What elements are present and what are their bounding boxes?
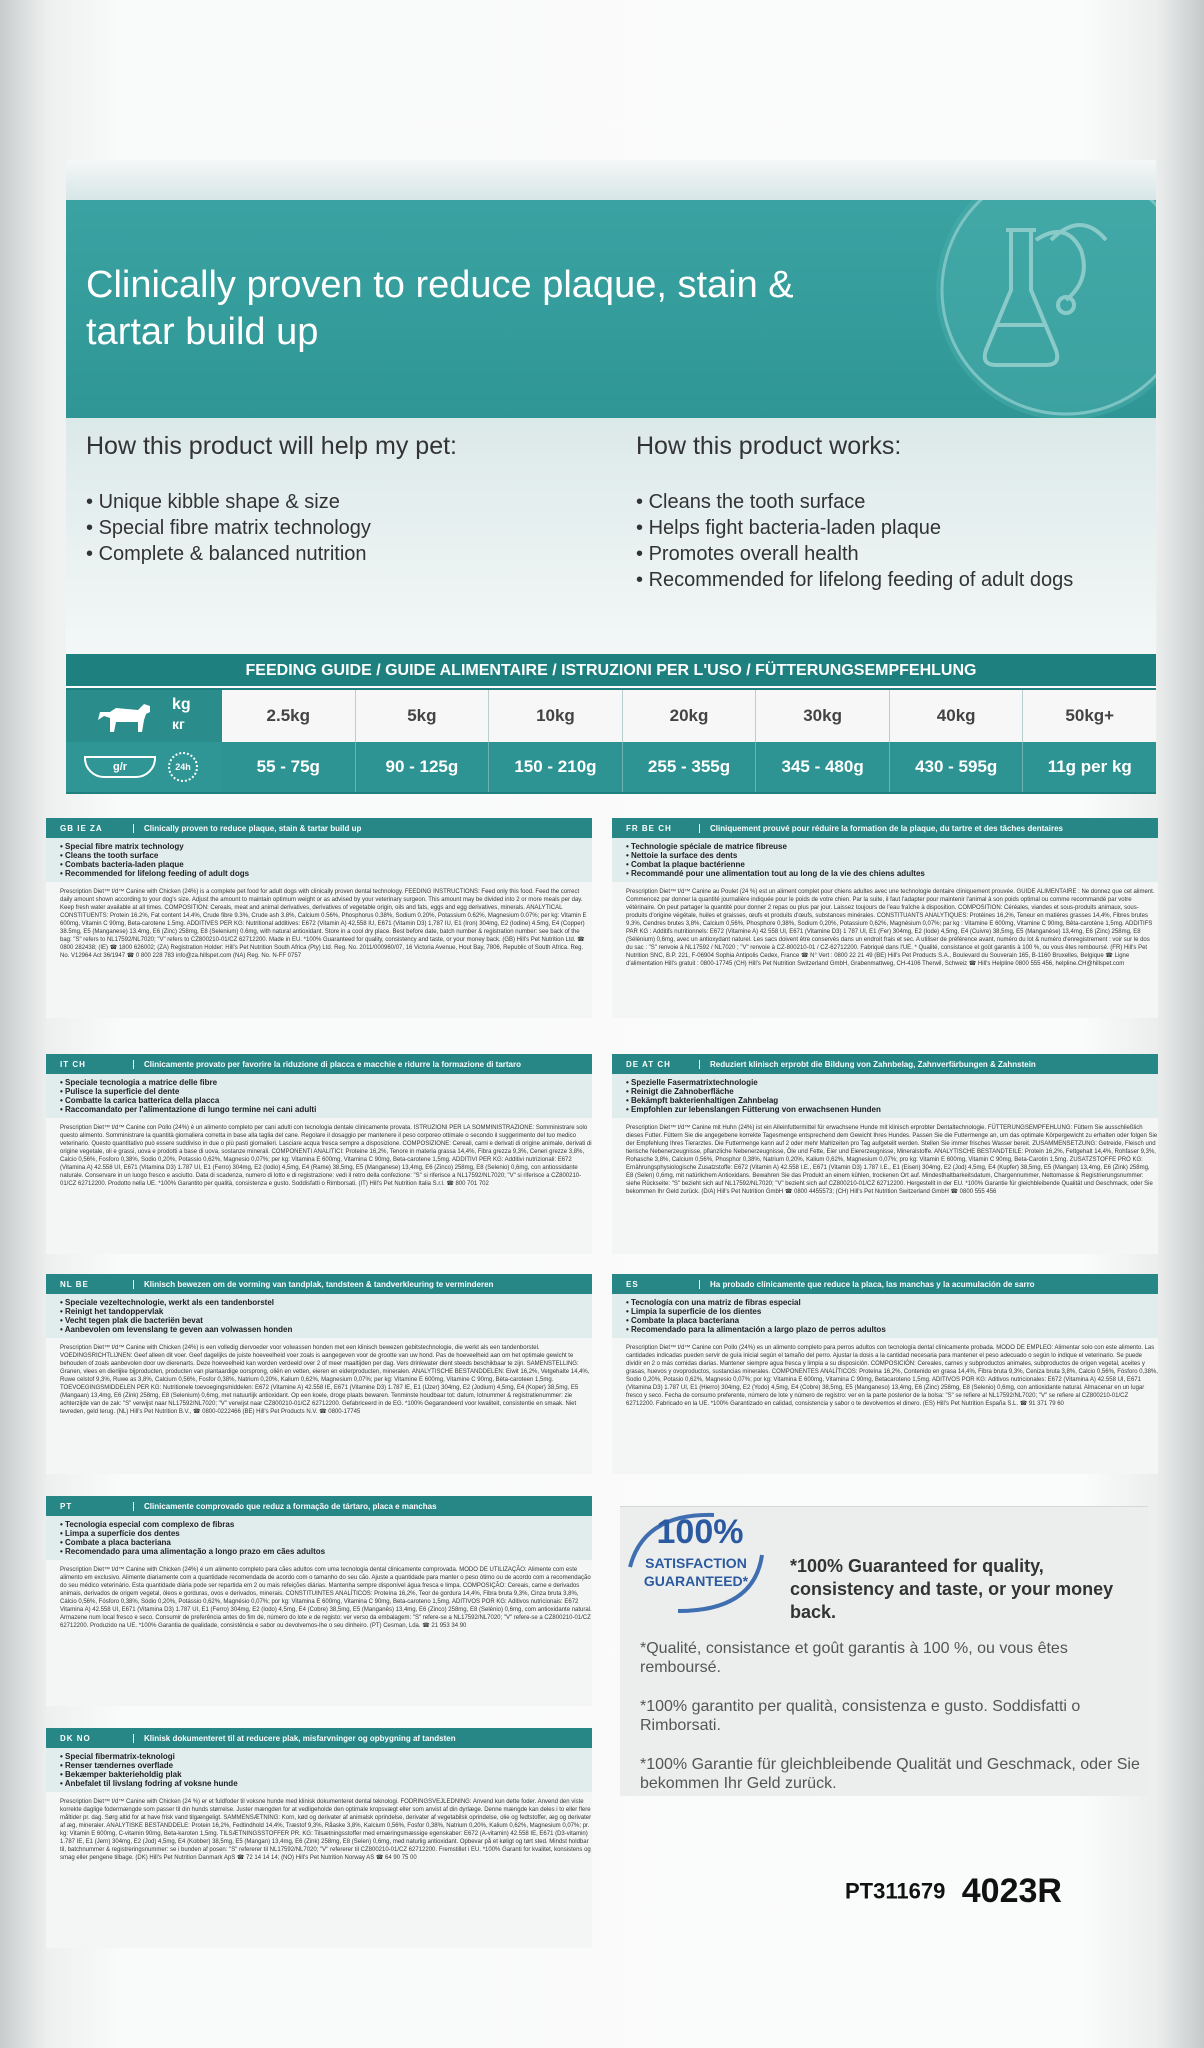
panel-bullet: • Vecht tegen plak die bacteriën bevat [60,1316,592,1325]
panel-bullet: • Tecnologia especial com complexo de fibras [60,1520,592,1529]
clock-24h-icon [168,752,198,782]
panel-bullets [46,1748,592,1792]
panel-bullet: • Pulisce la superficie del dente [60,1087,592,1096]
guarantee-de: *100% Garantie für gleichbleibende Qualität und Geschmack, oder Sie bekommen Ihr Geld zurück. [640,1756,1140,1792]
product-codes [845,1872,1062,1911]
panel-bullet: • Spezielle Fasermatrixtechnologie [626,1078,1158,1087]
panel-text: Prescription Diet™ t/d™ Canine au Poulet (24 %) est un aliment complet pour chiens adultes avec une technologie dentaire cliniquement prouvée. GUIDE ALIMENTAIRE : Ne donnez que cet aliment. Commencez par donner la quantité journalière indiquée pour le poids de votre chien. Par la suite, il faut l'adapter pour maintenir l'animal à son poids optimal ou comme recommandé par votre vétérinaire. On peut partager la quantité pour donner 2 repas ou plus par jour. Laissez toujours de l'eau fraîche à disposition. COMPOSITION: Céréales, viandes et sous-produits animaux, sous-produits d'origine végétale, huiles et graisses, œufs et produits d'œufs, substances minérales. CONSTITUANTS ANALYTIQUES: Protéines 16,2%, Teneur en matières grasses 14,4%, Fibres brutes 9,3%, Cendres brutes 3,8%, Calcium 0,56%, Phosphore 0,38%, Sodium 0,20%, Potassium 0,62%, Magnésium 0,07%; par kg : Vitamine E 600mg, Vitamine C 90mg, Bêta-carotène 1,5mg. ADDITIFS PAR KG : Additifs nutritionnels: E672 (Vitamine A) 42 558 UI, E671 (Vitamine D3) 1 787 UI, E1 (Fer) 304mg, E2 (Iode) 4,5mg, E4 (Cuivre) 38,5mg, E5 (Manganèse) 13,4mg, E6 (Zinc) 258mg, E8 (Sélénium) 0,6mg, avec un antioxydant naturel. Les sacs doivent être conservés dans un endroit frais et sec. A utiliser de préférence avant, numéro du lot & numéro d'enregistrement : voir sur le dos du sac : "S" renvoie à NL17592 / NL7020 ; "V" renvoie à CZ-800210-01 / CZ-62712200. Fabriqué dans l'UE. * Qualité, consistance et goût garantis à 100 %, ou vous êtes remboursé. (FR) Hill's Pet Nutrition SNC, B.P. 221, F-06904 Sophia Antipolis Cedex, France ☎ N° Vert : 0800 22 21 49 (BE) Hill's Pet Products S.A., Boulevard du Souverain 165, B-1160 Bruxelles, Belgique ☎ Ligne d'alimentation Hill's gratuit : 0800-17745 (CH) Hill's Pet Nutrition Switzerland GmbH, Grabenmattweg, CH-4106 Therwil, Schweiz ☎ Hill's Helpline 0800 555 456, helpline.CH@hillspet.com [626,889,1155,967]
weight-cell: 20kg [622,690,756,742]
help-column [86,432,606,567]
panel-text: Prescription Diet™ t/d™ Canine con Pollo (24%) es un alimento completo para perros adultos con tecnología dental clínicamente probada. MODO DE EMPLEO: Alimentar solo con este alimento. Las cantidades indicadas pueden servir de guía inicial según el tamaño del perro. Ajustar la dosis a la cantidad necesaria para mantener el peso adecuado o según lo indique el veterinario. Se puede dividir en 2 o más comidas diarias. Mantener siempre agua fresca y limpia a su disposición. COMPOSICIÓN: Cereales, carnes y subproductos animales, subproductos de origen vegetal, aceites y grasas, huevos y ovoproductos, sustancias minerales. COMPONENTES ANALÍTICOS: Proteína 16,2%, Contenido en grasa 14,4%, Fibra bruta 9,3%, Ceniza bruta 3,8%, Calcio 0,56%, Fósforo 0,38%, Sodio 0,20%, Potasio 0,62%, Magnesio 0,07%; por kg: Vitamina E 600mg, Vitamina C 90mg, Betacaroteno 1,5mg. ADITIVOS POR KG: Aditivos nutricionales: E672 (Vitamina A) 42.558 UI, E671 (Vitamina D3) 1.787 UI, E1 (Hierro) 304mg, E2 (Yodo) 4,5mg, E4 (Cobre) 38,5mg, E5 (Manganeso) 13,4mg, E6 (Zinc) 258mg, E8 (Selenio) 0,6mg, con antioxidante natural. Almacenar en un lugar fresco y seco. Fecha de consumo preferente, número de lote y número de registro: ver en la parte posterior de la bolsa: "S" se refiere al NL17592/NL7020; "V" se refiere al CZ800210-01/CZ 62712200. Fabricado en la UE. *100% Garantizado en calidad, consistencia y sabor o te devolvemos el dinero. (ES) Hill's Pet Nutrition España S.L. ☎ 91 371 79 60 [626,1345,1158,1407]
panel-heading: Clinically proven to reduce plaque, stain & tartar build up [144,823,362,833]
amount-cell: 345 - 480g [755,742,889,792]
panel-bullet: • Bekæmper bakterieholdig plak [60,1770,592,1779]
panel-pt [46,1496,592,1706]
seal-guaranteed: GUARANTEED* [643,1573,749,1589]
amount-cell: 255 - 355g [622,742,756,792]
panel-text: Prescription Diet™ t/d™ Canine with Chicken (24%) is een volledig diervoeder voor volwassen honden met een klinisch bewezen gebitstechnologie, die werkt als een tandenborstel. VOEDINGSRICHTLIJNEN: Geef alleen dit voer. Geef dagelijks de juiste hoeveelheid voer zoals is aangegeven voor de grootte van uw hond. Pas de hoeveelheid aan om het optimale gewicht te behouden of zoals aanbevolen door uw dierenarts. Deze hoeveelheid kan worden verdeeld over 2 of meer maaltijden per dag. Vers drinkwater dient steeds beschikbaar te zijn. SAMENSTELLING: Granen, vlees en dierlijke bijproducten, producten van plantaardige oorsprong, oliën en vetten, eieren en eiderproducten, mineralen. ANALYTISCHE BESTANDDELEN: Eiwit 16,2%, Vetgehalte 14,4%, Ruwe celstof 9,3%, Ruwe as 3,8%, Calcium 0,56%, Fosfor 0,38%, Natrium 0,20%, Kalium 0,62%, Magnesium 0,07%; per kg: Vitamine E 600mg, Vitamine C 90mg, Bèta-caroteen 1,5mg. TOEVOEGINGSMIDDELEN PER KG: Nutritionele toevoegingsmiddelen: E672 (Vitamine A) 42.558 IE, E671 (Vitamine D3) 1.787 IE, E1 (IJzer) 304mg, E2 (Jodium) 4,5mg, E4 (Koper) 38,5mg, E5 (Mangaan) 13,4mg, E6 (Zink) 258mg, E8 (Selenium) 0,6mg, met natuurlijk antioxidant. Op een koele, droge plaats bewaren. Tenminste houdbaar tot: datum, lotnummer & registratienummer: zie achterzijde van de zak: "S" verwijst naar NL17592/NL7020; "V" verwijst naar CZ800210-01/CZ 62712200. Gefabriceerd in de EG. *100% Gegarandeerd voor kwaliteit, consistentie en smaak. Niet tevreden, geld terug. (NL) Hill's Pet Nutrition B.V., ☎ 0800-0222466 (BE) Hill's Pet Products N.V. ☎ 0800-17745 [60,1345,590,1415]
panel-dk [46,1728,592,1948]
24h-label: 24h [175,762,191,772]
weight-cell: 5kg [355,690,489,742]
amount-cell: 430 - 595g [889,742,1023,792]
panel-heading: Clinicamente provato per favorire la riduzione di placca e macchie e ridurre la formazione di tartaro [144,1059,522,1069]
panel-heading: Klinisk dokumenteret til at reducere plak, misfarvninger og opbygning af tandsten [144,1733,456,1743]
panel-bullet: • Recommended for lifelong feeding of adult dogs [60,869,592,878]
panel-bullets [46,838,592,882]
panel-bullet: • Tecnología con una matriz de fibras especial [626,1298,1158,1307]
panel-country-codes: PT [46,1502,134,1511]
panel-bullet: • Special fibermatrix-teknologi [60,1752,592,1761]
panel-bullet: • Recommandé pour une alimentation tout au long de la vie des chiens adultes [626,869,1158,878]
grams-unit-label: g/r [112,761,128,773]
panel-it [46,1054,592,1254]
help-item: • Unique kibble shape & size [86,489,606,515]
panel-bullet: • Special fibre matrix technology [60,842,592,851]
kg-cyr-unit-label: кг [172,716,185,732]
panel-bullet: • Combate la placa bacteriana [626,1316,1158,1325]
hero-headline: Clinically proven to reduce plaque, stain & tartar build up [86,264,794,353]
panel-bullet: • Reinigt die Zahnoberfläche [626,1087,1158,1096]
panel-country-codes: ES [612,1280,700,1289]
amount-row-label [66,742,222,792]
satisfaction-seal-icon [624,1507,768,1619]
weight-cell: 10kg [488,690,622,742]
feeding-guide [66,654,1156,794]
panel-bullets [612,1074,1158,1118]
panel-heading: Klinisch bewezen om de vorming van tandplak, tandsteen & tandverkleuring te verminderen [144,1279,494,1289]
panel-bullet: • Reinigt het tandoppervlak [60,1307,592,1316]
benefits-section [66,418,1156,654]
panel-bullet: • Combat la plaque bactérienne [626,860,1158,869]
panel-nl [46,1274,592,1474]
panel-country-codes: GB IE ZA [46,824,134,833]
product-code: 4023R [961,1872,1062,1910]
panel-bullet: • Combatte la carica batterica della placca [60,1096,592,1105]
panel-bullet: • Speciale vezeltechnologie, werkt als een tandenborstel [60,1298,592,1307]
panel-country-codes: FR BE CH [612,824,700,833]
weight-cell: 2.5kg [222,690,355,742]
flask-stethoscope-logo-icon [916,200,1156,418]
amount-cell: 150 - 210g [488,742,622,792]
works-column [636,432,1156,593]
works-item: • Helps fight bacteria-laden plaque [636,515,1156,541]
works-title: How this product works: [636,432,902,460]
panel-text: Prescription Diet™ t/d™ Canine with Chicken (24%) é um alimento completo para cães adultos com uma tecnologia dental clinicamente comprovada. MODO DE UTILIZAÇÃO: Alimente com este alimento em exclusivo. Alimente diariamente com a quantidade recomendada de acordo com o tamanho do seu cão. Ajuste a quantidade para manter o peso ótimo ou de acordo com a recomendação do seu médico veterinário. Esta quantidade diária pode ser repartida em 2 ou mais refeições diárias. Mantenha sempre disponível água fresca e limpa. COMPOSIÇÃO: Cereais, carne e derivados animais, derivados de origem vegetal, óleos e gorduras, ovos e derivados, minerais. CONSTITUINTES ANALÍTICOS: Proteína 16,2%, Teor de gordura 14,4%, Fibra bruta 9,3%, Cinza bruta 3,8%, Cálcio 0,56%, Fósforo 0,38%, Sódio 0,20%, Potássio 0,62%, Magnésio 0,07%; por kg: Vitamina E 600mg, Vitamina C 90mg, Beta-caroteno 1,5mg. ADITIVOS POR KG: Aditivos nutricionais: E672 Vitamina A) 42.558 UI, E671 (Vitamina D3) 1.787 UI, E1 (Ferro) 304mg, E2 (Iodo) 4,5mg, E4 (Cobre) 38,5mg, E5 (Manganês) 13,4mg, E6 (Zinco) 258mg, E8 (Selénio) 0,6mg, com antioxidante natural. Armazene num local fresco e seco. Consumir de preferência antes do fim de, número do lote e de registo: ver verso da embalagem: "S" refere-se a NL17592/NL7020; "V" refere-se a CZ800210-01/CZ 62712200. Produzido na UE. *100% Garantia de qualidade, consistência e sabor ou devolvemos-lhe o seu dinheiro. (PT) Cesman, Lda. ☎ 21 953 34 90 [60,1567,592,1629]
hero-banner [66,200,1156,418]
panel-bullets [612,1294,1158,1338]
weight-row-label [66,690,222,742]
panel-bullet: • Recomendado para uma alimentação a longo prazo em cães adultos [60,1547,592,1556]
feeding-guide-title: FEEDING GUIDE / GUIDE ALIMENTAIRE / ISTRUZIONI PER L'USO / FÜTTERUNGSEMPFEHLUNG [66,654,1156,688]
panel-bullets [612,838,1158,882]
panel-heading: Reduziert klinisch erprobt die Bildung von Zahnbelag, Zahnverfärbungen & Zahnstein [710,1059,1036,1069]
guarantee-en: *100% Guaranteed for quality, consistency and taste, or your money back. [790,1556,1114,1622]
dog-icon [92,700,156,739]
guarantee-it: *100% garantito per qualità, consistenza e gusto. Soddisfatti o Rimborsati. [640,1698,1081,1734]
panel-bullet: • Empfohlen zur lebenslangen Fütterung von erwachsenen Hunden [626,1105,1158,1114]
help-item: • Special fibre matrix technology [86,515,606,541]
panel-bullet: • Limpa a superfície dos dentes [60,1529,592,1538]
works-item: • Cleans the tooth surface [636,489,1156,515]
panel-bullet: • Nettoie la surface des dents [626,851,1158,860]
satisfaction-guarantee [620,1506,1148,1796]
guarantee-fr: *Qualité, consistance et goût garantis à 100 %, ou vous êtes remboursé. [640,1640,1068,1676]
amount-cell: 55 - 75g [222,742,355,792]
panel-bullet: • Anbefalet til livslang fodring af voksne hunde [60,1779,592,1788]
panel-heading: Ha probado clínicamente que reduce la placa, las manchas y la acumulación de sarro [710,1279,1035,1289]
panel-bullet: • Raccomandato per l'alimentazione di lungo termine nei cani adulti [60,1105,592,1114]
weight-cell: 40kg [889,690,1023,742]
panel-heading: Clinicamente comprovado que reduz a formação de tártaro, placa e manchas [144,1501,437,1511]
panel-bullet: • Limpia la superficie de los dientes [626,1307,1158,1316]
pt-code: PT311679 [845,1878,946,1904]
panel-country-codes: IT CH [46,1060,134,1069]
panel-bullet: • Bekämpft bakterienhaltigen Zahnbelag [626,1096,1158,1105]
amount-cell: 11g per kg [1022,742,1156,792]
weight-cell: 50kg+ [1022,690,1156,742]
panel-gb [46,818,592,1018]
works-item: • Promotes overall health [636,541,1156,567]
weight-row [66,690,1156,742]
panel-text: Prescription Diet™ t/d™ Canine con Pollo (24%) è un alimento completo per cani adulti con tecnologia dentale clinicamente provata. ISTRUZIONI PER LA SOMMINISTRAZIONE: Somministrare solo questo alimento. Somministrare la quantità giornaliera corretta in base alla taglia del cane. Regolare il dosaggio per mantenere il peso corporeo ottimale o secondo il suggerimento del tuo medico veterinario. Questo quantitativo può essere suddiviso in due o più pasti giornalieri. Lasciare acqua fresca sempre a disposizione. COMPOSIZIONE: Cereali, carni e derivati di origine animale, derivati di origine vegetale, oli e grassi, uova e prodotti a base di uova, sostanze minerali. COMPONENTI ANALITICI: Proteine 16,2%, Tenore in materia grassa 14,4%, Fibra grezza 9,3%, Ceneri grezze 3,8%, Calcio 0,56%, Fosforo 0,38%, Sodio 0,20%, Potassio 0,62%, Magnesio 0,07%; per kg: Vitamina E 600mg, Vitamina C 90mg, Beta-carotene 1,5mg. ADDITIVI PER KG: Additivi nutrizionali: E672 (Vitamina A) 42.558 UI, E671 (Vitamina D3) 1.787 UI, E1 (Ferro) 304mg, E2 (Iodio) 4,5mg, E4 (Rame) 38,5mg, E5 (Manganese) 13,4mg, E6 (Zinco) 258mg, E8 (Selenio) 0,6mg, con antiossidante naturale. Conservare in un luogo fresco e asciutto. Data di scadenza, numero di lotto e di registrazione: vedi il retro della confezione: "S" si riferisce a NL17592/NL7020; "V" si riferisce a CZ800210-01/CZ 62712200. Prodotto nella UE. *100% Garantito per qualità, consistenza e gusto. Soddisfatti o Rimborsati. (IT) Hill's Pet Nutrition Italia S.r.l. ☎ 800 701 702 [60,1125,592,1187]
panel-text: Prescription Diet™ t/d™ Canine with Chicken (24%) is a complete pet food for adult dogs with clinically proven dental technology. FEEDING INSTRUCTIONS: Feed only this food. Feed the correct daily amount shown according to your dog's size. Adjust the amount to maintain optimum weight or as advised by your veterinary surgeon. This amount may be divided into 2 or more meals per day. Keep fresh water available at all times. COMPOSITION: Cereals, meat and animal derivatives, derivatives of vegetable origin, oils and fats, eggs and egg derivatives, minerals. ANALYTICAL CONSTITUENTS: Protein 16.2%, Fat content 14.4%, Crude fibre 9.3%, Crude ash 3.8%, Calcium 0.56%, Phosphorus 0.38%, Sodium 0.20%, Potassium 0.62%, Magnesium 0.07%; per kg: Vitamin E 600mg, Vitamin C 90mg, Beta-carotene 1.5mg. ADDITIVES PER KG: Nutritional additives: E672 (Vitamin A) 42,558 IU, E671 (Vitamin D3) 1,787 IU, E1 (Iron) 304mg, E2 (Iodine) 4.5mg, E4 (Copper) 38.5mg, E5 (Manganese) 13.4mg, E6 (Zinc) 258mg, E8 (Selenium) 0.6mg, with natural antioxidant. Store in a cool dry place. Best before date, batch number & registration number: see back of the bag: "S" refers to NL17592/NL7020; "V" refers to CZ800210-01/CZ 62712200. Made in EU. *100% Guaranteed for quality, consistency and taste, or your money back. (GB) Hill's Pet Nutrition Ltd. ☎ 0800 282438; (IE) ☎ 1800 626002; (ZA) Registration Holder: Hill's Pet Nutrition South Africa (Pty) Ltd. Reg. No. 2011/000960/07, 16 Victoria Avenue, Hout Bay, 7806, Republic of South Africa. Reg. No. V12964 Act 36/1947 ☎ 0 800 228 783 info@za.hillspet.com (NA) Reg. No. N-FF 0757 [60,889,587,959]
amount-row [66,742,1156,792]
panel-bullet: • Recomendado para la alimentación a largo plazo de perros adultos [626,1325,1158,1334]
panel-text: Prescription Diet™ t/d™ Canine mit Huhn (24%) ist ein Alleinfuttermittel für erwachsene Hunde mit klinisch erprobter Dentaltechnologie. FÜTTERUNGSEMPFEHLUNG: Füttern Sie ausschließlich dieses Futter. Füttern Sie die angegebene korrekte Tagesmenge entsprechend dem Gewicht Ihres Hundes. Passen Sie die Futtermenge an, um das optimale Körpergewicht zu erhalten oder folgen Sie der Empfehlung Ihres Tierarztes. Die Futtermenge kann auf 2 oder mehr Mahlzeiten pro Tag aufgeteilt werden. Stellen Sie immer frisches Wasser bereit. ZUSAMMENSETZUNG: Getreide, Fleisch und tierische Nebenerzeugnisse, pflanzliche Nebenerzeugnisse, Öle und Fette, Eier und Eiererzeugnisse, Mineralstoffe. ANALYTISCHE BESTANDTEILE: Protein 16,2%, Fettgehalt 14,4%, Rohfaser 9,3%, Rohasche 3,8%, Calcium 0,56%, Phosphor 0,38%, Natrium 0,20%, Kalium 0,62%, Magnesium 0,07%; pro kg: Vitamin E 600mg, Vitamin C 90mg, Beta-Carotin 1,5mg. ZUSATZSTOFFE PRO KG: Ernährungsphysiologische Zusatzstoffe: E672 (Vitamin A) 42.558 I.E., E671 (Vitamin D3) 1.787 I.E., E1 (Eisen) 304mg, E2 (Jod) 4,5mg, E4 (Kupfer) 38,5mg, E5 (Mangan) 13,4mg, E6 (Zink) 258mg, E8 (Selen) 0,6mg, mit natürlichem Antioxidans. Bewahren Sie das Produkt an einem kühlen, trockenen Ort auf. Mindesthaltbarkeitsdatum, Chargennummer, Nettomasse & Registrierungsnummer: siehe Rückseite: "S" bezieht sich auf NL17592/NL7020; "V" bezieht sich auf CZ800210-01/CZ 62712200. Hergestellt in der EU. *100% Garantie für gleichbleibende Qualität und Geschmack, oder Sie bekommen Ihr Geld zurück. (D/A) Hill's Pet Nutrition GmbH ☎ 0800 4455573; (CH) Hill's Pet Nutrition Switzerland GmbH ☎ 0800 555 456 [626,1125,1158,1195]
panel-country-codes: NL BE [46,1280,134,1289]
kg-unit-label: kg [172,696,191,713]
panel-bullet: • Cleans the tooth surface [60,851,592,860]
panel-bullet: • Combate a placa bacteriana [60,1538,592,1547]
panel-bullet: • Aanbevolen om levenslang te geven aan volwassen honden [60,1325,592,1334]
panel-bullet: • Speciale tecnologia a matrice delle fibre [60,1078,592,1087]
seal-satisfaction: SATISFACTION [645,1555,747,1571]
panel-bullets [46,1074,592,1118]
panel-bullet: • Renser tændernes overflade [60,1761,592,1770]
panel-text: Prescription Diet™ t/d™ Canine with Chicken (24 %) er et fuldfoder til voksne hunde med klinisk dokumenteret dental teknologi. FODRINGSVEJLEDNING: Anvend kun dette foder. Anvend den viste korrekte daglige fodermængde som passer til din hunds størrelse. Juster mængden for at vedligeholde den optimale kropsvægt eller som anvist af din dyrlæge. Denne mængde kan deles i to eller flere måltider pr. dag. Sørg altid for at have frisk vand tilgængeligt. SAMMENSÆTNING: Korn, kød og derivater af animalsk oprindelse, derivater af vegetabilsk oprindelse, olie og fedtstoffer, æg og derivater af æg, mineraler. ANALYTISKE BESTANDDELE: Protein 16,2%, Fedtindhold 14,4%, Træstof 9,3%, Råaske 3,8%, Kalcium 0,56%, Fosfor 0,38%, Natrium 0,20%, Kalium 0,62%, Magnesium 0,07%; pr. kg: Vitamin E 600mg, C-vitamin 90mg, Beta-karoten 1,5mg. TILSÆTNINGSSTOFFER PR. KG: Tilsætningsstoffer med ernæringsmæssige egenskaber: E672 (A-vitamin) 42.558 IE, E671 (D3-vitamin) 1.787 IE, E1 (Jern) 304mg, E2 (Jod) 4,5mg, E4 (Kobber) 38,5mg, E5 (Mangan) 13,4mg, E6 (Zink) 258mg, E8 (Selen) 0,6mg, med naturlig antioxidant. Opbevar på et køligt og tørt sted. Mindst holdbar til, batchnummer & registreringsnummer: se i bunden af posen: "S" refererer til NL17592/NL7020; "V" refererer til CZ800210-01/CZ 62712200. Fremstillet i EU. *100% Garanti for kvalitet, konsistens og smag eller pengene tilbage. (DK) Hill's Pet Nutrition Danmark ApS ☎ 72 14 14 14; (NO) Hill's Pet Nutrition Norway AS ☎ 64 90 75 00 [60,1799,592,1861]
top-fade [66,160,1156,200]
panel-de [612,1054,1158,1254]
help-title: How this product will help my pet: [86,432,457,460]
panel-country-codes: DE AT CH [612,1060,700,1069]
panel-es [612,1274,1158,1474]
guarantee-translations [640,1639,1140,1813]
works-item: • Recommended for lifelong feeding of adult dogs [636,567,1156,593]
help-item: • Complete & balanced nutrition [86,541,606,567]
panel-bullet: • Combats bacteria-laden plaque [60,860,592,869]
bowl-icon [84,756,156,778]
amount-cell: 90 - 125g [355,742,489,792]
panel-heading: Cliniquement prouvé pour réduire la formation de la plaque, du tartre et des tâches dentaires [710,823,1063,833]
panel-bullet: • Technologie spéciale de matrice fibreuse [626,842,1158,851]
weight-cell: 30kg [755,690,889,742]
panel-bullets [46,1294,592,1338]
seal-percent: 100% [656,1513,744,1551]
panel-fr [612,818,1158,1018]
panel-country-codes: DK NO [46,1734,134,1743]
panel-bullets [46,1516,592,1560]
